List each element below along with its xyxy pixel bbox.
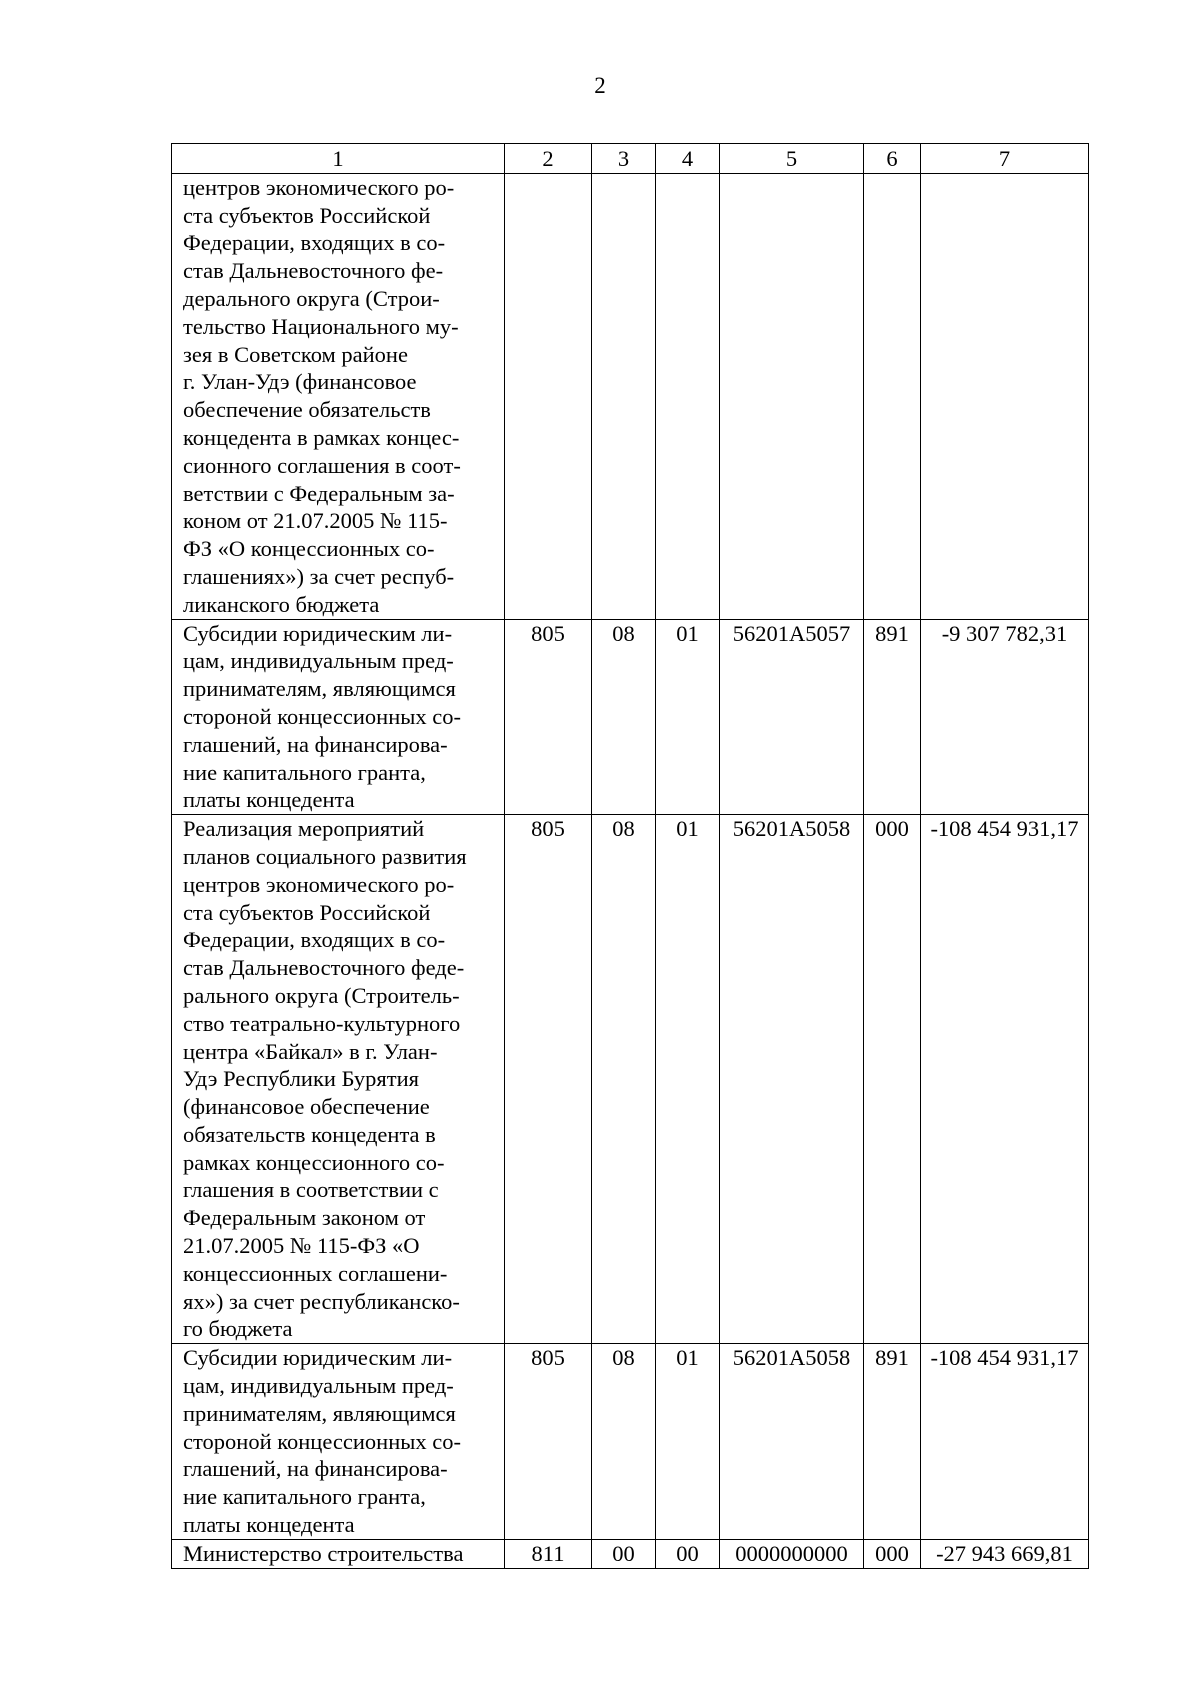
description-line: обязательств концедента в <box>183 1121 436 1147</box>
header-cell-4: 4 <box>656 144 720 174</box>
description-line: ФЗ «О концессионных со- <box>183 536 435 562</box>
description-line: ста субъектов Российской <box>183 899 431 925</box>
description-line: Министерство строительства <box>183 1540 464 1566</box>
section-cell: 08 <box>592 619 656 815</box>
target-article-cell: 56201A5057 <box>720 619 864 815</box>
description-line: став Дальневосточного фе- <box>183 258 444 284</box>
amount-cell <box>921 173 1089 619</box>
description-line: принимателям, являющимся <box>183 676 456 702</box>
row-description <box>172 815 505 1344</box>
header-cell-1: 1 <box>172 144 505 174</box>
row-description <box>172 173 505 619</box>
admin-code-cell: 805 <box>505 619 592 815</box>
subsection-cell: 01 <box>656 1344 720 1540</box>
section-cell: 08 <box>592 1344 656 1540</box>
description-line: ветствии с Федеральным за- <box>183 480 455 506</box>
description-line: центров экономического ро- <box>183 871 455 897</box>
target-article-cell: 56201A5058 <box>720 815 864 1344</box>
description-line: Субсидии юридическим ли- <box>183 620 453 646</box>
description-line: стороной концессионных со- <box>183 1428 461 1454</box>
target-article-cell: 56201A5058 <box>720 1344 864 1540</box>
description-line: Удэ Республики Бурятия <box>183 1066 419 1092</box>
section-cell: 00 <box>592 1539 656 1568</box>
admin-code-cell: 811 <box>505 1539 592 1568</box>
subsection-cell: 01 <box>656 619 720 815</box>
description-line: став Дальневосточного феде- <box>183 955 465 981</box>
description-line: Субсидии юридическим ли- <box>183 1345 453 1371</box>
budget-table <box>171 143 1089 1569</box>
description-line: Федерации, входящих в со- <box>183 927 446 953</box>
description-line: цам, индивидуальным пред- <box>183 648 454 674</box>
description-line: цам, индивидуальным пред- <box>183 1373 454 1399</box>
page-number: 2 <box>594 73 606 98</box>
subsection-cell: 01 <box>656 815 720 1344</box>
description-line: Реализация мероприятий <box>183 816 425 842</box>
table-row <box>172 173 1089 619</box>
amount-cell: -27 943 669,81 <box>921 1539 1089 1568</box>
expense-type-cell <box>864 173 921 619</box>
description-line: ство театрально-культурного <box>183 1010 461 1036</box>
description-line: Федеральным законом от <box>183 1205 426 1231</box>
amount-cell: -108 454 931,17 <box>921 815 1089 1344</box>
description-line: глашения в соответствии с <box>183 1177 439 1203</box>
amount-cell: -108 454 931,17 <box>921 1344 1089 1540</box>
description-line: зея в Советском районе <box>183 341 408 367</box>
description-line: го бюджета <box>183 1316 293 1342</box>
description-line: стороной концессионных со- <box>183 703 461 729</box>
table-row <box>172 1344 1089 1540</box>
description-line: г. Улан-Удэ (финансовое <box>183 369 417 395</box>
description-line: платы концедента <box>183 787 355 813</box>
description-line: 21.07.2005 № 115-ФЗ «О <box>183 1233 420 1259</box>
row-description <box>172 619 505 815</box>
table-header-row <box>172 144 1089 174</box>
header-cell-7: 7 <box>921 144 1089 174</box>
subsection-cell <box>656 173 720 619</box>
section-cell <box>592 173 656 619</box>
header-cell-6: 6 <box>864 144 921 174</box>
description-line: сионного соглашения в соот- <box>183 452 461 478</box>
row-description <box>172 1539 505 1568</box>
expense-type-cell: 000 <box>864 815 921 1344</box>
description-line: платы концедента <box>183 1512 355 1538</box>
description-line: глашений, на финансирова- <box>183 731 448 757</box>
description-line: тельство Национального му- <box>183 313 459 339</box>
expense-type-cell: 891 <box>864 1344 921 1540</box>
table-row <box>172 815 1089 1344</box>
description-line: ние капитального гранта, <box>183 759 426 785</box>
expense-type-cell: 891 <box>864 619 921 815</box>
admin-code-cell <box>505 173 592 619</box>
description-line: концессионных соглашени- <box>183 1260 448 1286</box>
description-line: глашений, на финансирова- <box>183 1456 448 1482</box>
admin-code-cell: 805 <box>505 815 592 1344</box>
description-line: центра «Байкал» в г. Улан- <box>183 1038 438 1064</box>
description-line: принимателям, являющимся <box>183 1400 456 1426</box>
description-line: глашениях») за счет респуб- <box>183 563 455 589</box>
description-line: рального округа (Строитель- <box>183 982 460 1008</box>
description-line: рамках концессионного со- <box>183 1149 445 1175</box>
description-line: планов социального развития <box>183 843 467 869</box>
description-line: коном от 21.07.2005 № 115- <box>183 508 448 534</box>
description-line: (финансовое обеспечение <box>183 1094 430 1120</box>
target-article-cell <box>720 173 864 619</box>
section-cell: 08 <box>592 815 656 1344</box>
description-line: дерального округа (Строи- <box>183 285 440 311</box>
amount-cell: -9 307 782,31 <box>921 619 1089 815</box>
table-row <box>172 1539 1089 1568</box>
row-description <box>172 1344 505 1540</box>
description-line: Федерации, входящих в со- <box>183 230 446 256</box>
target-article-cell: 0000000000 <box>720 1539 864 1568</box>
header-cell-2: 2 <box>505 144 592 174</box>
description-line: концедента в рамках концес- <box>183 424 460 450</box>
table-row <box>172 619 1089 815</box>
description-line: ликанского бюджета <box>183 591 380 617</box>
description-line: ях») за счет республиканско- <box>183 1288 460 1314</box>
subsection-cell: 00 <box>656 1539 720 1568</box>
description-line: центров экономического ро- <box>183 174 455 200</box>
description-line: ста субъектов Российской <box>183 202 431 228</box>
header-cell-3: 3 <box>592 144 656 174</box>
description-line: обеспечение обязательств <box>183 397 431 423</box>
expense-type-cell: 000 <box>864 1539 921 1568</box>
header-cell-5: 5 <box>720 144 864 174</box>
admin-code-cell: 805 <box>505 1344 592 1540</box>
description-line: ние капитального гранта, <box>183 1484 426 1510</box>
